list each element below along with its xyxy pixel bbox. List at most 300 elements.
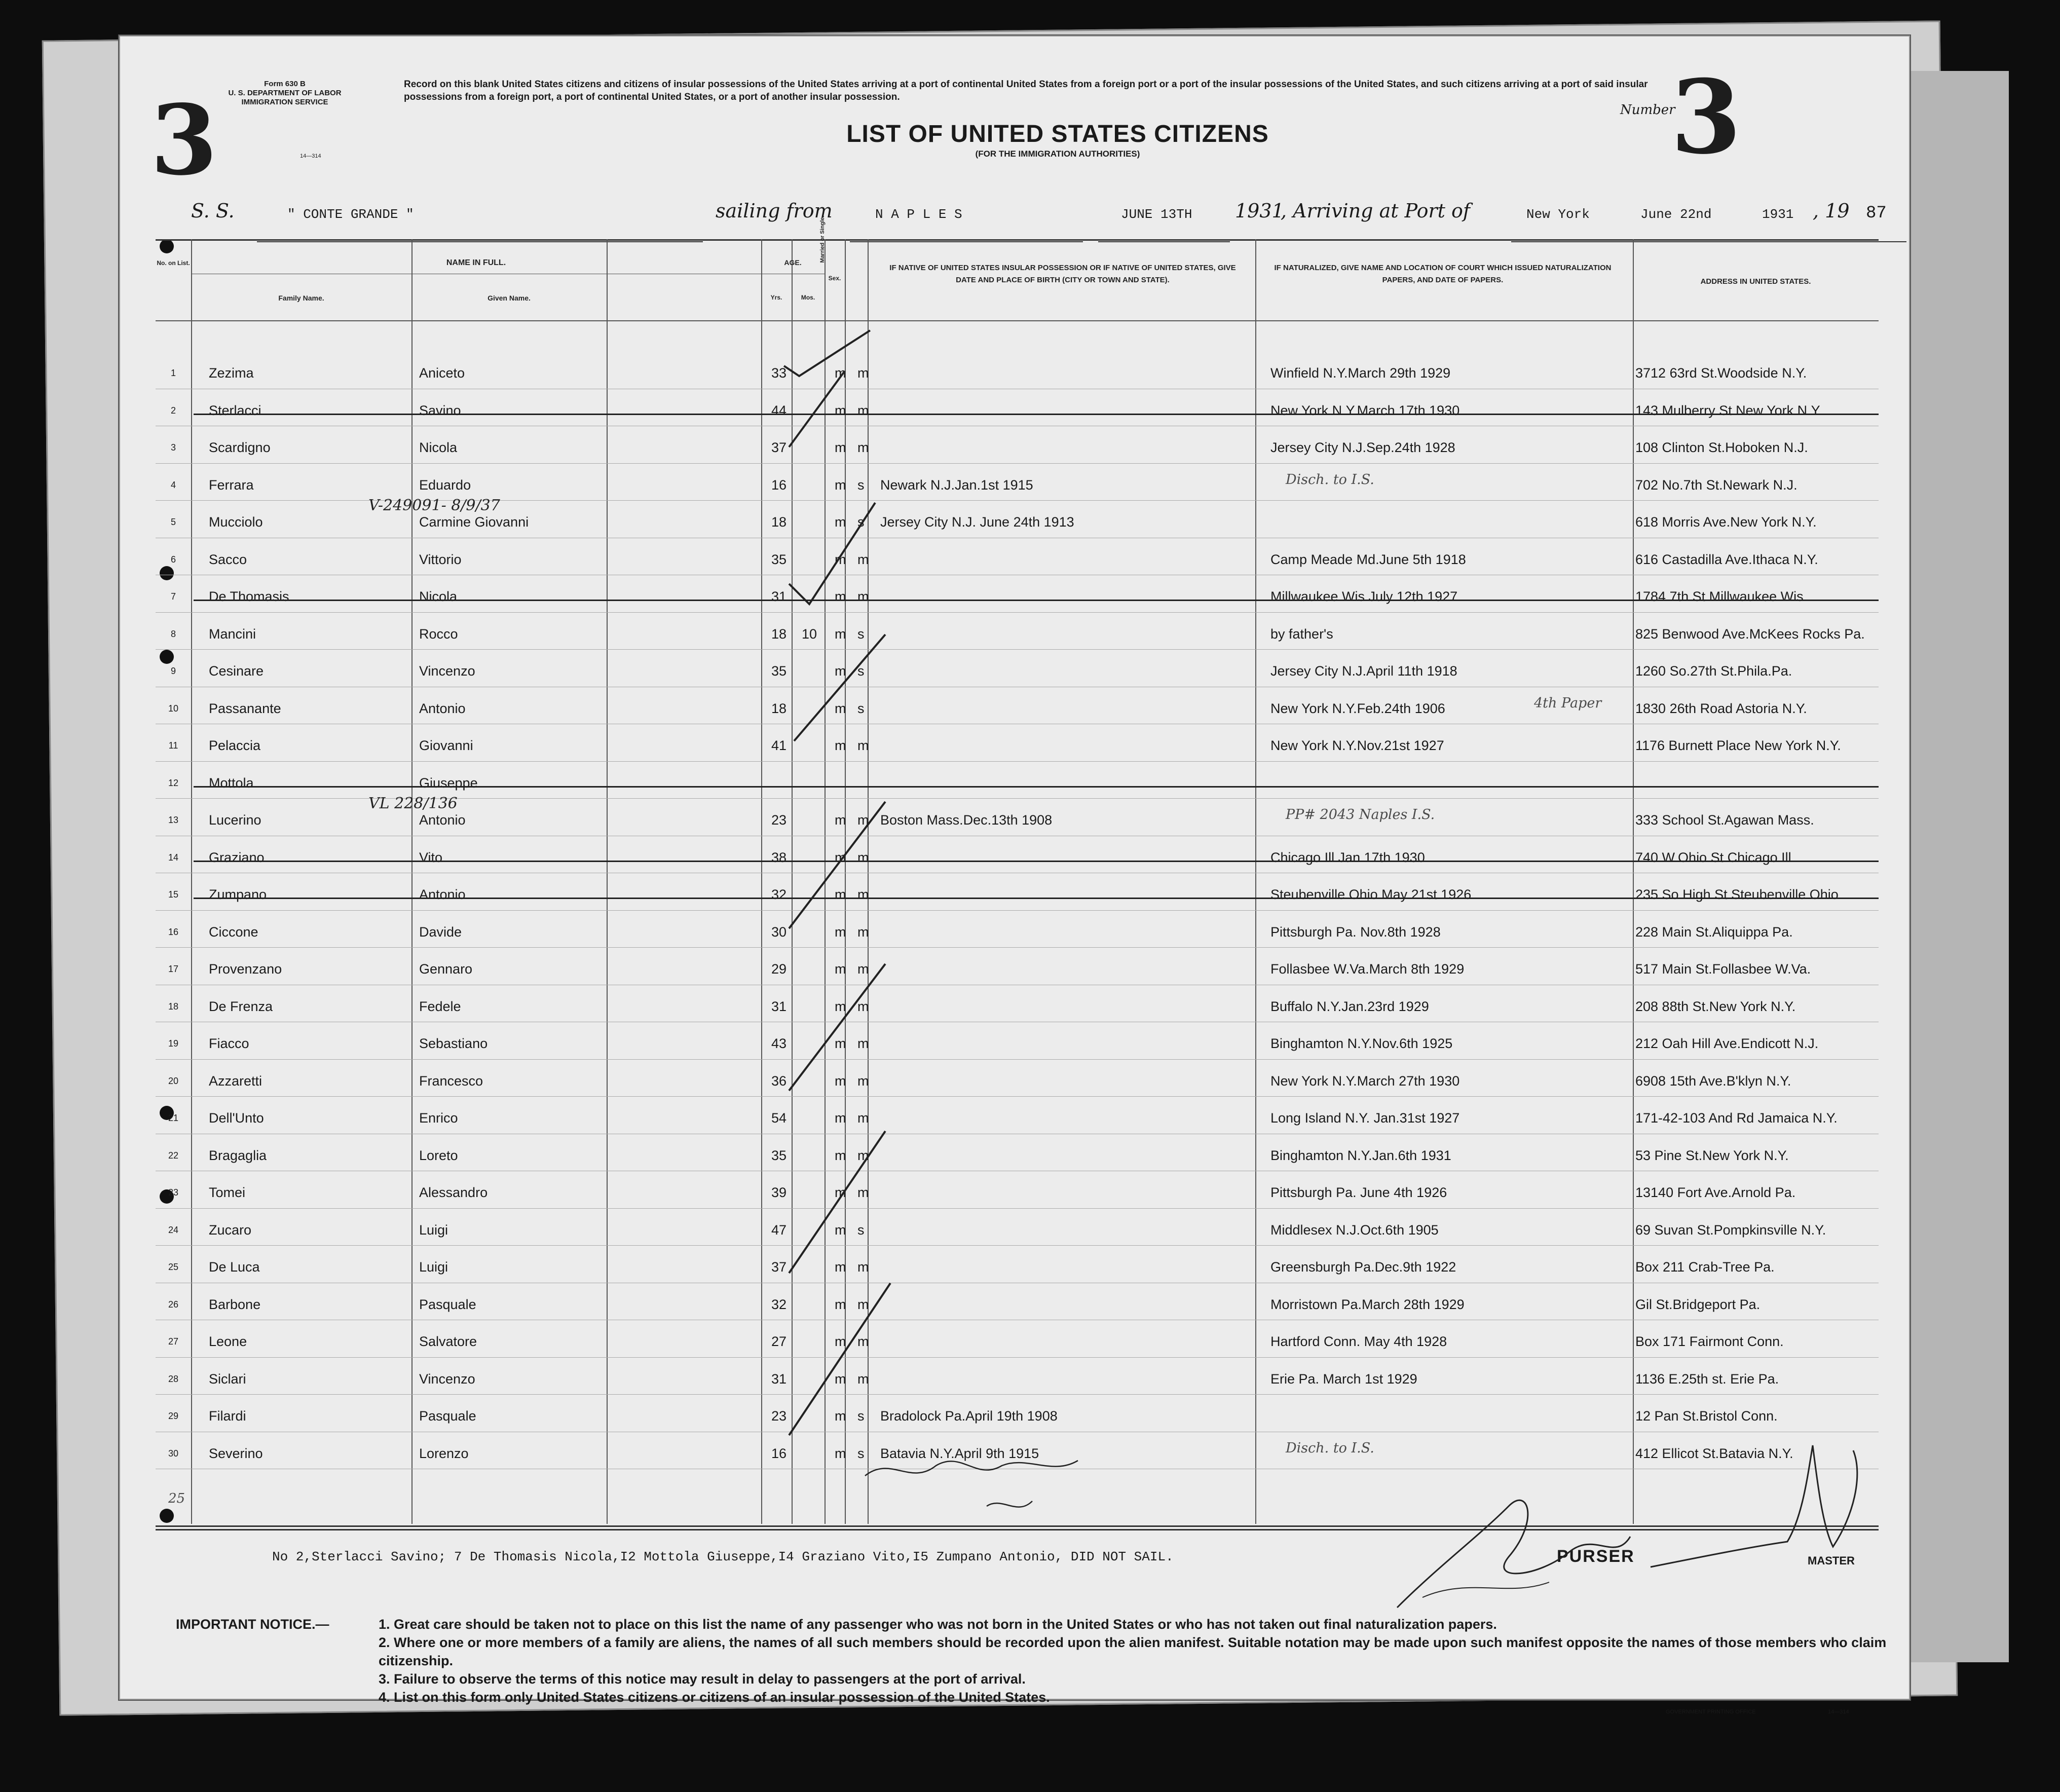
marital-status: m — [857, 1073, 869, 1089]
birth-place-date: Jersey City N.J. June 24th 1913 — [880, 514, 1074, 530]
row-number: 24 — [168, 1224, 179, 1235]
row-number: 10 — [168, 703, 179, 714]
age-years: 18 — [771, 626, 787, 642]
family-name: Graziano — [209, 849, 265, 865]
purser-signature — [1377, 1476, 1640, 1628]
marital-status: m — [857, 1147, 869, 1163]
sex: m — [835, 700, 846, 716]
strikethrough-line — [194, 861, 1879, 862]
age-years: 16 — [771, 477, 787, 493]
address: 3712 63rd St.Woodside N.Y. — [1635, 365, 1807, 381]
row-number: 17 — [168, 964, 179, 974]
row-number: 16 — [168, 926, 179, 937]
table-row — [156, 687, 1879, 725]
table-row — [156, 1395, 1879, 1432]
marital-status: m — [857, 1259, 869, 1275]
sex: m — [835, 589, 846, 604]
family-name: Bragaglia — [209, 1147, 267, 1163]
marital-status: m — [857, 812, 869, 828]
age-years: 35 — [771, 551, 787, 567]
family-name: Zezima — [209, 365, 254, 381]
header-address: ADDRESS IN UNITED STATES. — [1700, 277, 1811, 286]
table-row — [156, 1022, 1879, 1060]
notice-item-4: 4. List on this form only United States citizens or citizens of an insular possession of the United States. — [379, 1690, 1050, 1705]
address: 53 Pine St.New York N.Y. — [1635, 1147, 1789, 1163]
given-name: Eduardo — [419, 477, 471, 493]
table-row — [156, 1209, 1879, 1246]
family-name: Zumpano — [209, 887, 267, 902]
sex: m — [835, 1334, 846, 1349]
table-row — [156, 873, 1879, 911]
address: 12 Pan St.Bristol Conn. — [1635, 1408, 1778, 1424]
family-name: Lucerino — [209, 812, 261, 828]
row-number: 7 — [170, 591, 176, 602]
birth-place-date: Newark N.J.Jan.1st 1915 — [880, 477, 1033, 493]
address: 702 No.7th St.Newark N.J. — [1635, 477, 1797, 493]
family-name: Passanante — [209, 700, 281, 716]
sex: m — [835, 1073, 846, 1089]
family-name: Mottola — [209, 775, 254, 791]
sex: m — [835, 924, 846, 940]
row-number: 30 — [168, 1448, 179, 1459]
address: 6908 15th Ave.B'klyn N.Y. — [1635, 1073, 1791, 1089]
age-months: 10 — [802, 626, 817, 642]
header-name-in-full: NAME IN FULL. — [446, 258, 506, 267]
marital-status: m — [857, 1185, 869, 1200]
given-name: Vito — [419, 849, 443, 865]
page-number: 87 — [1866, 204, 1887, 223]
table-row — [156, 1134, 1879, 1172]
age-years: 30 — [771, 924, 787, 940]
marital-status: m — [857, 924, 869, 940]
given-name: Rocco — [419, 626, 458, 642]
family-name: Sacco — [209, 551, 247, 567]
family-name: Mucciolo — [209, 514, 263, 530]
age-years: 23 — [771, 812, 787, 828]
age-years: 18 — [771, 700, 787, 716]
marital-status: m — [857, 1110, 869, 1126]
notice-item-3: 3. Failure to observe the terms of this notice may result in delay to passengers at the port of arrival. — [379, 1671, 1026, 1687]
sex: m — [835, 849, 846, 865]
family-name: Leone — [209, 1334, 247, 1349]
service-name: IMMIGRATION SERVICE — [241, 98, 328, 106]
table-row — [156, 389, 1879, 427]
address: Gil St.Bridgeport Pa. — [1635, 1296, 1761, 1312]
family-name: Mancini — [209, 626, 256, 642]
address: 1176 Burnett Place New York N.Y. — [1635, 738, 1841, 753]
notice-item-2: 2. Where one or more members of a family are aliens, the names of all such members should be recorded upon the alien manifest. Suitable notation may be made upon such manifest opposite the names of those members who claim citizenship. — [379, 1635, 1887, 1668]
header-naturalized: IF NATURALIZED, GIVE NAME AND LOCATION OF COURT WHICH ISSUED NATURALIZATION PAPERS, AND DATE OF PAPERS. — [1274, 264, 1612, 284]
family-name: Zucaro — [209, 1222, 252, 1238]
number-label: Number — [1620, 102, 1675, 118]
age-years: 16 — [771, 1445, 787, 1461]
row-number: 9 — [170, 666, 176, 676]
naturalization: Long Island N.Y. Jan.31st 1927 — [1270, 1110, 1460, 1126]
naturalization: Millwaukee Wis.July 12th 1927 — [1270, 589, 1458, 604]
sex: m — [835, 440, 846, 455]
page-subtitle: (FOR THE IMMIGRATION AUTHORITIES) — [975, 149, 1140, 159]
given-name: Giuseppe — [419, 775, 478, 791]
purser-label: PURSER — [1557, 1547, 1635, 1566]
marital-status: s — [857, 514, 865, 530]
sex: m — [835, 1110, 846, 1126]
age-years: 36 — [771, 1073, 787, 1089]
address: 171-42-103 And Rd Jamaica N.Y. — [1635, 1110, 1838, 1126]
age-years: 18 — [771, 514, 787, 530]
given-name: Loreto — [419, 1147, 458, 1163]
age-years: 33 — [771, 365, 787, 381]
given-name: Vittorio — [419, 551, 462, 567]
naturalization: Morristown Pa.March 28th 1929 — [1270, 1296, 1465, 1312]
naturalization: Steubenville Ohio May 21st 1926 — [1270, 887, 1472, 902]
naturalization: Middlesex N.J.Oct.6th 1905 — [1270, 1222, 1439, 1238]
naturalization: Greensburgh Pa.Dec.9th 1922 — [1270, 1259, 1456, 1275]
address: Box 211 Crab-Tree Pa. — [1635, 1259, 1775, 1275]
corner-number: 3 — [151, 84, 218, 197]
marital-status: m — [857, 1334, 869, 1349]
arrival-year: 1931 — [1762, 207, 1794, 222]
table-row — [156, 497, 1879, 538]
marital-status: s — [857, 700, 865, 716]
address: 228 Main St.Aliquippa Pa. — [1635, 924, 1793, 940]
arriving-label: , Arriving at Port of — [1281, 200, 1470, 222]
marital-status: m — [857, 738, 869, 753]
sex: m — [835, 1036, 846, 1051]
family-name: Scardigno — [209, 440, 271, 455]
header-months: Mos. — [801, 294, 815, 301]
given-name: Pasquale — [419, 1296, 476, 1312]
given-name: Antonio — [419, 887, 466, 902]
department-name: U. S. DEPARTMENT OF LABOR — [228, 89, 342, 97]
table-row — [156, 1246, 1879, 1283]
address: 1136 E.25th st. Erie Pa. — [1635, 1371, 1779, 1387]
naturalization: Camp Meade Md.June 5th 1918 — [1270, 551, 1466, 567]
given-name: Giovanni — [419, 738, 473, 753]
marital-status: m — [857, 849, 869, 865]
marital-status: m — [857, 887, 869, 902]
given-name: Nicola — [419, 589, 458, 604]
handwritten-annotation: VL 228/136 — [368, 795, 458, 812]
naturalization: Winfield N.Y.March 29th 1929 — [1270, 365, 1451, 381]
sex: m — [835, 1147, 846, 1163]
address: 235 So.High St.Steubenville Ohio — [1635, 887, 1839, 902]
table-row — [156, 650, 1879, 687]
sex: m — [835, 1185, 846, 1200]
family-name: Tomei — [209, 1185, 246, 1200]
sex: m — [835, 1371, 846, 1387]
age-years: 35 — [771, 1147, 787, 1163]
given-name: Fedele — [419, 998, 461, 1014]
address: 1784 7th St.Millwaukee Wis. — [1635, 589, 1808, 604]
sex: m — [835, 365, 846, 381]
departure-date: JUNE 13TH — [1121, 207, 1192, 222]
given-name: Aniceto — [419, 365, 465, 381]
marital-status: m — [857, 440, 869, 455]
naturalization: New York N.Y.Feb.24th 1906 — [1270, 700, 1445, 716]
form-number: Form 630 B — [264, 80, 306, 88]
sex: m — [835, 402, 846, 418]
marital-status: s — [857, 663, 865, 679]
given-name: Salvatore — [419, 1334, 477, 1349]
notice-lead: IMPORTANT NOTICE.— — [176, 1617, 329, 1632]
family-name: Filardi — [209, 1408, 246, 1424]
row-number: 20 — [168, 1075, 179, 1086]
address: 1260 So.27th St.Phila.Pa. — [1635, 663, 1792, 679]
row-number: 22 — [168, 1150, 179, 1161]
family-name: Barbone — [209, 1296, 261, 1312]
table-row — [156, 1060, 1879, 1097]
strikethrough-line — [194, 414, 1879, 415]
handwritten-note: Disch. to I.S. — [1286, 471, 1374, 488]
table-row — [156, 985, 1879, 1023]
age-years: 43 — [771, 1036, 787, 1051]
row-number: 14 — [168, 852, 179, 863]
sex: m — [835, 887, 846, 902]
sex: m — [835, 1445, 846, 1461]
sex: m — [835, 961, 846, 977]
age-years: 35 — [771, 663, 787, 679]
birth-place-date: Batavia N.Y.April 9th 1915 — [880, 1445, 1039, 1461]
row-number: 25 — [168, 1262, 179, 1272]
naturalization: New York N.Y.Nov.21st 1927 — [1270, 738, 1444, 753]
row-number: 4 — [170, 479, 176, 490]
naturalization: Binghamton N.Y.Nov.6th 1925 — [1270, 1036, 1453, 1051]
given-name: Davide — [419, 924, 462, 940]
form-instructions: Record on this blank United States citizens and citizens of insular possessions of the United States arriving at a port of continental United States from a foreign port or a port of the insular possessions of the United States, and such citizens arriving at a port of said insular possessions from a foreign port, a port of continental United States, or a port of another insular possession. — [404, 79, 1648, 102]
marital-status: m — [857, 1036, 869, 1051]
given-name: Vincenzo — [419, 1371, 475, 1387]
family-name: De Thomasis — [209, 589, 289, 604]
family-name: Sterlacci — [209, 402, 261, 418]
manifest-page — [119, 35, 1910, 1715]
table-row — [156, 575, 1879, 613]
row-number: 11 — [168, 740, 178, 751]
table-row — [156, 1097, 1879, 1134]
header-sex: Sex. — [828, 275, 841, 282]
age-years: 27 — [771, 1334, 787, 1349]
given-name: Lorenzo — [419, 1445, 469, 1461]
family-name: Severino — [209, 1445, 263, 1461]
age-years: 54 — [771, 1110, 787, 1126]
family-name: Pelaccia — [209, 738, 261, 753]
sex: m — [835, 1296, 846, 1312]
strikethrough-line — [194, 600, 1879, 601]
form-identifier — [204, 80, 366, 107]
address: 740 W.Ohio St.Chicago Ill. — [1635, 849, 1795, 865]
address: Box 171 Fairmont Conn. — [1635, 1334, 1784, 1349]
table-row — [156, 464, 1879, 501]
ss-label: S. S. — [191, 200, 235, 222]
marital-status: m — [857, 1296, 869, 1312]
row-number: 2 — [170, 405, 176, 416]
ship-name: " CONTE GRANDE " — [287, 207, 414, 222]
handwritten-annotation: V-249091- 8/9/37 — [368, 497, 500, 514]
table-row — [156, 1283, 1879, 1321]
row-number: 29 — [168, 1411, 179, 1421]
row-number: 1 — [170, 368, 176, 378]
family-name: Ferrara — [209, 477, 254, 493]
row-number: 12 — [168, 777, 179, 788]
table-row — [156, 426, 1879, 464]
age-years: 29 — [771, 961, 787, 977]
given-name: Carmine Giovanni — [419, 514, 529, 530]
handwritten-note: Disch. to I.S. — [1286, 1440, 1374, 1456]
age-years: 41 — [771, 738, 787, 753]
marital-status: s — [857, 1445, 865, 1461]
sex: m — [835, 663, 846, 679]
list-number: 3 — [1671, 58, 1742, 177]
row-number: 18 — [168, 1001, 179, 1012]
marital-status: s — [857, 1408, 865, 1424]
given-name: Antonio — [419, 700, 466, 716]
sex: m — [835, 1222, 846, 1238]
family-name: Siclari — [209, 1371, 246, 1387]
marital-status: m — [857, 589, 869, 604]
table-row — [156, 948, 1879, 985]
age-years: 47 — [771, 1222, 787, 1238]
sex: m — [835, 514, 846, 530]
sex: m — [835, 626, 846, 642]
naturalization: Jersey City N.J.Sep.24th 1928 — [1270, 440, 1455, 455]
marital-status: m — [857, 998, 869, 1014]
given-name: Gennaro — [419, 961, 473, 977]
sex: m — [835, 738, 846, 753]
family-name: Azzaretti — [209, 1073, 263, 1089]
handwritten-note: 4th Paper — [1534, 695, 1602, 711]
printing-office: GOVERNMENT PRINTING OFFICE — [1666, 1709, 1756, 1715]
address: 333 School St.Agawan Mass. — [1635, 812, 1814, 828]
header-no: No. on List. — [157, 259, 190, 267]
sex: m — [835, 998, 846, 1014]
age-years: 32 — [771, 887, 787, 902]
row-number: 6 — [170, 554, 176, 565]
sex: m — [835, 551, 846, 567]
age-years: 37 — [771, 1259, 787, 1275]
address: 212 Oah Hill Ave.Endicott N.J. — [1635, 1036, 1819, 1051]
arrival-port: New York — [1526, 207, 1590, 222]
marital-status: s — [857, 1222, 865, 1238]
naturalization: Pittsburgh Pa. June 4th 1926 — [1270, 1185, 1447, 1200]
table-row — [156, 1320, 1879, 1358]
strikethrough-line — [194, 786, 1879, 788]
table-row — [156, 1171, 1879, 1209]
header-given-name: Given Name. — [488, 294, 531, 302]
age-years: 23 — [771, 1408, 787, 1424]
sex: m — [835, 477, 846, 493]
given-name: Nicola — [419, 440, 458, 455]
header-native-birth: IF NATIVE OF UNITED STATES INSULAR POSSESSION OR IF NATIVE OF UNITED STATES, GIVE DATE AND PLACE OF BIRTH (CITY OR TOWN AND STATE). — [889, 264, 1236, 284]
table-row — [156, 1358, 1879, 1395]
table-row — [156, 762, 1879, 799]
table-row — [156, 538, 1879, 576]
row-number: 26 — [168, 1299, 179, 1310]
naturalization: by father's — [1270, 626, 1333, 642]
given-name: Pasquale — [419, 1408, 476, 1424]
header-family-name: Family Name. — [278, 294, 324, 302]
marital-status: m — [857, 551, 869, 567]
header-married-single: Married or Single. — [819, 215, 826, 263]
address: 143 Mulberry St.New York N.Y. — [1635, 402, 1822, 418]
row-number: 5 — [170, 517, 176, 527]
sex: m — [835, 1259, 846, 1275]
family-name: De Luca — [209, 1259, 260, 1275]
family-name: De Frenza — [209, 998, 273, 1014]
row-number: 3 — [170, 442, 176, 453]
marital-status: s — [857, 477, 865, 493]
handwritten-note: PP# 2043 Naples I.S. — [1286, 807, 1435, 823]
given-name: Luigi — [419, 1222, 448, 1238]
table-row — [156, 352, 1879, 389]
row-number: 27 — [168, 1336, 179, 1347]
naturalization: Pittsburgh Pa. Nov.8th 1928 — [1270, 924, 1441, 940]
row-number: 21 — [168, 1113, 179, 1123]
naturalization: New York N.Y.March 27th 1930 — [1270, 1073, 1460, 1089]
family-name: Cesinare — [209, 663, 264, 679]
departure-year: 1931 — [1235, 200, 1284, 222]
master-signature — [1640, 1425, 1884, 1587]
family-name: Dell'Unto — [209, 1110, 264, 1126]
birth-place-date: Bradolock Pa.April 19th 1908 — [880, 1408, 1058, 1424]
address: 69 Suvan St.Pompkinsville N.Y. — [1635, 1222, 1826, 1238]
address: 517 Main St.Follasbee W.Va. — [1635, 961, 1811, 977]
family-name: Fiacco — [209, 1036, 249, 1051]
departure-port: N A P L E S — [875, 207, 962, 222]
master-label: MASTER — [1808, 1554, 1855, 1567]
given-name: Sebastiano — [419, 1036, 488, 1051]
table-row — [156, 911, 1879, 948]
naturalization: New York N.Y.March 17th 1930 — [1270, 402, 1460, 418]
address: 13140 Fort Ave.Arnold Pa. — [1635, 1185, 1796, 1200]
manifest-rows — [156, 352, 1879, 1469]
header-years: Yrs. — [770, 294, 782, 301]
naturalization: Buffalo N.Y.Jan.23rd 1929 — [1270, 998, 1429, 1014]
table-row — [156, 795, 1879, 836]
birth-place-date: Boston Mass.Dec.13th 1908 — [880, 812, 1053, 828]
given-name: Antonio — [419, 812, 466, 828]
marital-status: m — [857, 365, 869, 381]
row-number: 19 — [168, 1038, 179, 1049]
given-name: Luigi — [419, 1259, 448, 1275]
marital-status: m — [857, 1371, 869, 1387]
age-years: 44 — [771, 402, 787, 418]
address: 108 Clinton St.Hoboken N.J. — [1635, 440, 1808, 455]
address: 208 88th St.New York N.Y. — [1635, 998, 1796, 1014]
marital-status: m — [857, 402, 869, 418]
given-name: Savino — [419, 402, 461, 418]
inspector-signature — [860, 1445, 1113, 1537]
voyage-line — [120, 200, 1909, 234]
given-name: Francesco — [419, 1073, 483, 1089]
age-years: 31 — [771, 998, 787, 1014]
age-years: 31 — [771, 589, 787, 604]
year-suffix: , 19 — [1813, 200, 1850, 222]
check-marks — [769, 320, 901, 1466]
given-name: Alessandro — [419, 1185, 488, 1200]
table-row — [156, 836, 1879, 874]
header-age: AGE. — [784, 258, 802, 267]
printing-code: 14—314 — [1828, 1709, 1849, 1715]
age-years: 37 — [771, 440, 787, 455]
naturalization: Binghamton N.Y.Jan.6th 1931 — [1270, 1147, 1451, 1163]
sailing-from-label: sailing from — [716, 200, 833, 222]
family-name: Ciccone — [209, 924, 258, 940]
address: 616 Castadilla Ave.Ithaca N.Y. — [1635, 551, 1818, 567]
marital-status: s — [857, 626, 865, 642]
row-number: 28 — [168, 1373, 179, 1384]
row-number: 15 — [168, 889, 179, 900]
notice-item-1: 1. Great care should be taken not to place on this list the name of any passenger who was not born in the United States or who has not taken out final naturalization papers. — [379, 1617, 1497, 1632]
row-number: 23 — [168, 1187, 179, 1198]
